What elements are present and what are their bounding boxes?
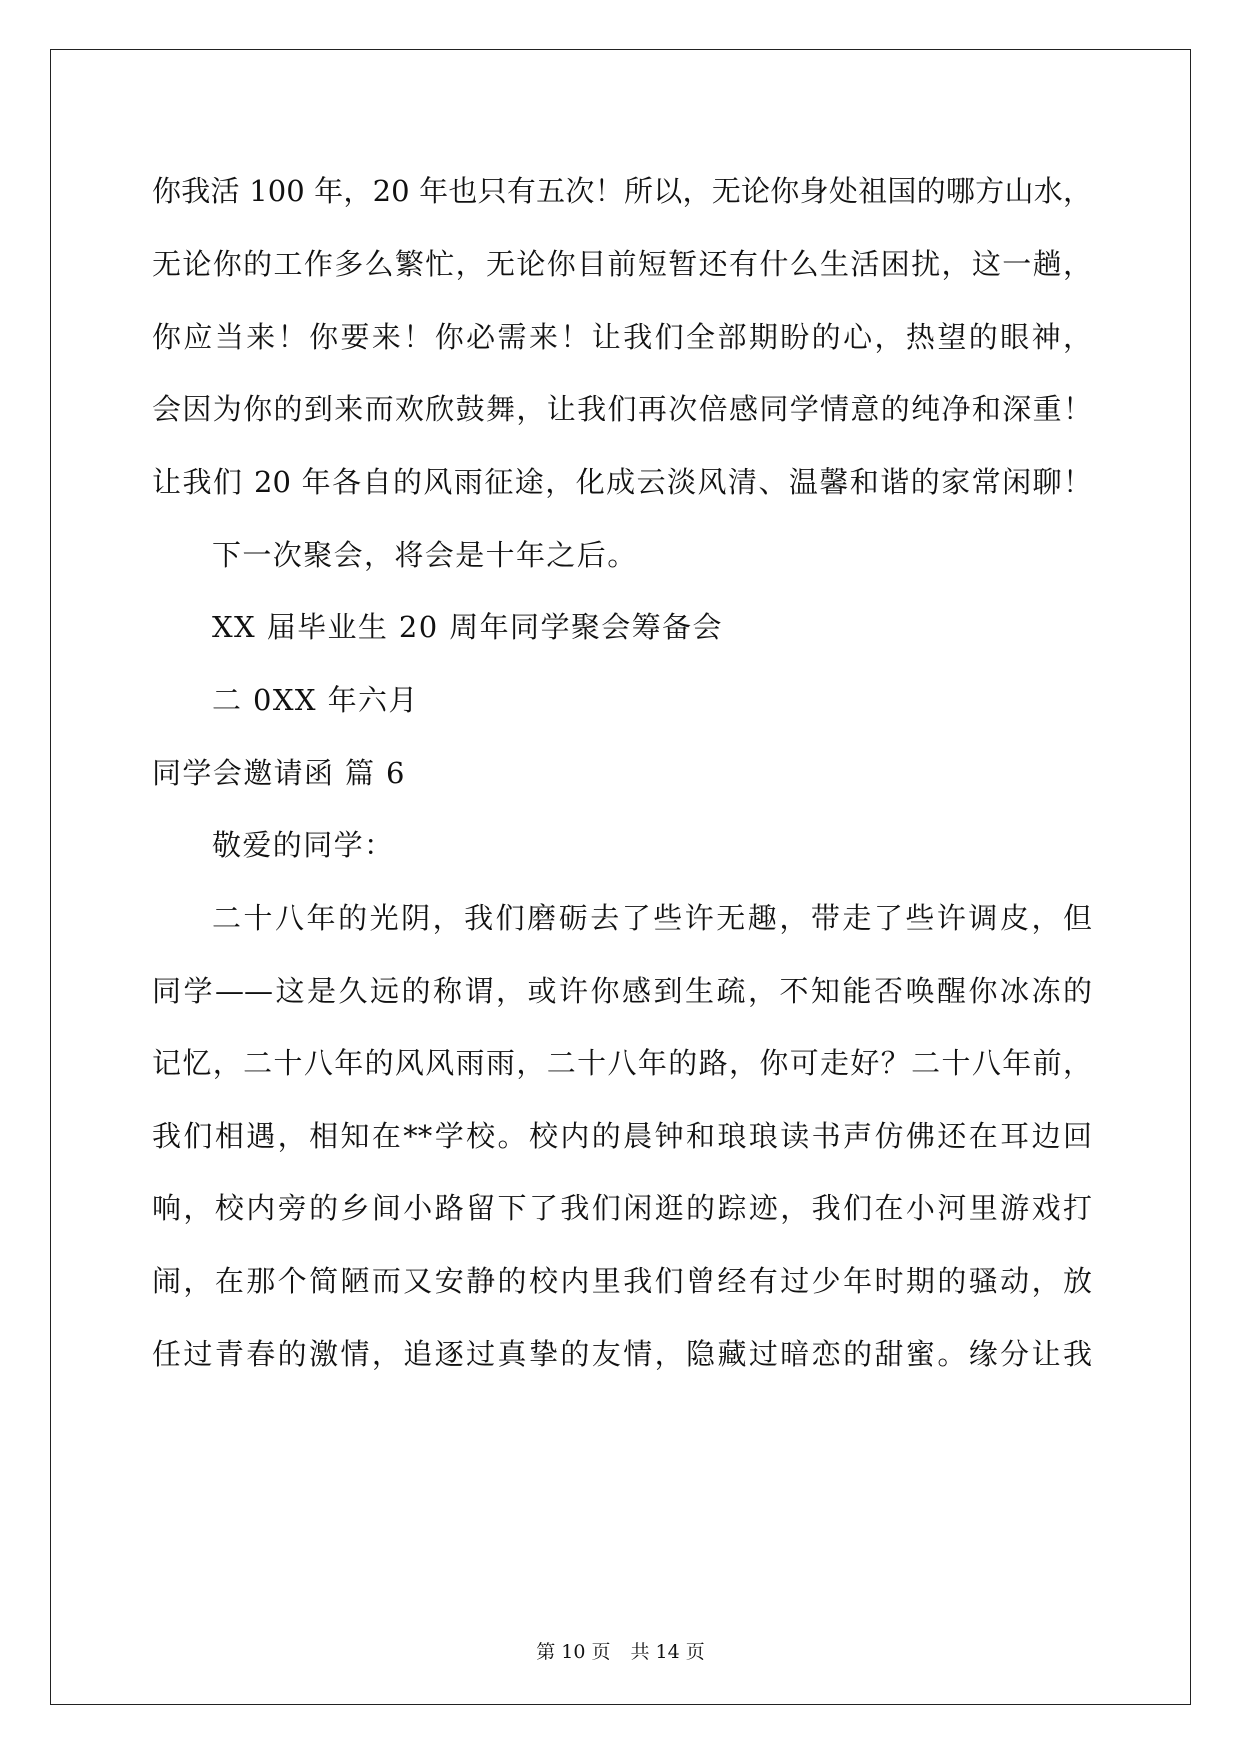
- text-line: 会因为你的到来而欢欣鼓舞，让我们再次倍感同学情意的纯净和深重！: [152, 392, 1092, 426]
- page-number: 第 10 页: [536, 1641, 611, 1663]
- salutation: 敬爱的同学：: [212, 828, 395, 862]
- text-line: 无论你的工作多么繁忙，无论你目前短暂还有什么生活困扰，这一趟，: [152, 247, 1092, 281]
- page-footer: [0, 1640, 1241, 1664]
- section-heading: 同学会邀请函 篇 6: [152, 756, 406, 790]
- text-line: 记忆，二十八年的风风雨雨，二十八年的路，你可走好？二十八年前，: [152, 1046, 1092, 1080]
- text-line: 你应当来！你要来！你必需来！让我们全部期盼的心，热望的眼神，: [152, 320, 1092, 354]
- text-line: 二十八年的光阴，我们磨砺去了些许无趣，带走了些许调皮，但: [212, 901, 1092, 935]
- text-line: 响，校内旁的乡间小路留下了我们闲逛的踪迹，我们在小河里游戏打: [152, 1191, 1092, 1225]
- text-line: 同学——这是久远的称谓，或许你感到生疏，不知能否唤醒你冰冻的: [152, 974, 1092, 1008]
- text-line: 你我活 100 年，20 年也只有五次！所以，无论你身处祖国的哪方山水，: [152, 174, 1092, 208]
- page-border: [50, 49, 1191, 1705]
- total-pages: 共 14 页: [630, 1641, 705, 1663]
- signature-date: 二 0XX 年六月: [212, 683, 419, 717]
- text-line: 任过青春的激情，追逐过真挚的友情，隐藏过暗恋的甜蜜。缘分让我: [152, 1337, 1092, 1371]
- signature-organizer: XX 届毕业生 20 周年同学聚会筹备会: [212, 610, 723, 644]
- text-line: 让我们 20 年各自的风雨征途，化成云淡风清、温馨和谐的家常闲聊！: [152, 465, 1092, 499]
- text-line: 我们相遇，相知在**学校。校内的晨钟和琅琅读书声仿佛还在耳边回: [152, 1119, 1092, 1153]
- closing-sentence: 下一次聚会，将会是十年之后。: [212, 538, 638, 572]
- text-line: 闹，在那个简陋而又安静的校内里我们曾经有过少年时期的骚动，放: [152, 1264, 1092, 1298]
